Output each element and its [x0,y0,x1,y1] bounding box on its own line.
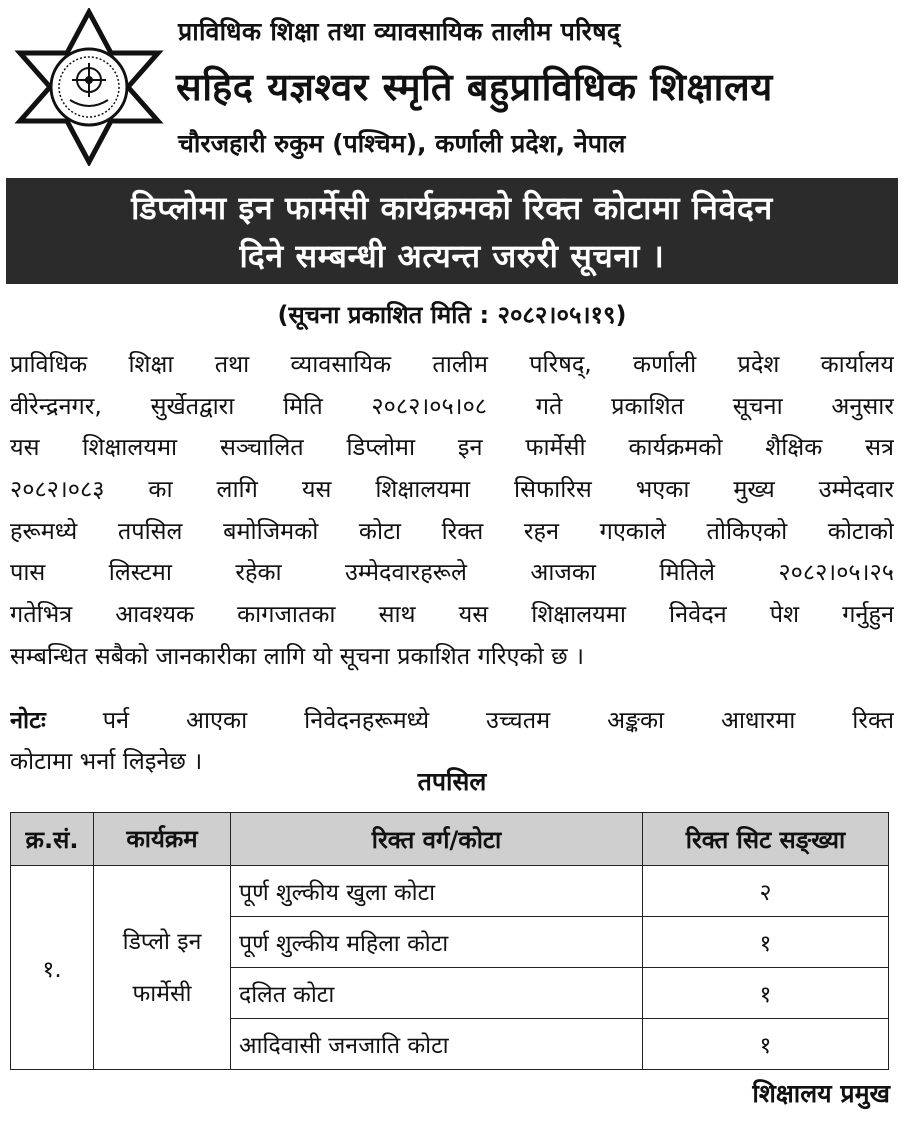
table-header-row [11,813,889,866]
institution-address: चौरजहारी रुकुम (पश्चिम), कर्णाली प्रदेश, नेपाल [178,129,626,158]
header-category: रिक्त वर्ग/कोटा [231,813,643,866]
body-line: यस शिक्षालयमा सञ्चालित डिप्लोमा इन फार्मेसी कार्यक्रमको शैक्षिक सत्र [10,433,894,462]
notice-title-line-2: दिने सम्बन्धी अत्यन्त जरुरी सूचना । [239,237,665,275]
notice-body [10,344,894,678]
college-emblem-star-icon [10,8,168,166]
vacant-quota-table [10,812,889,1070]
note-text-2: कोटामा भर्ना लिइनेछ । [10,747,203,775]
program-cell [94,866,231,1070]
category-cell: दलित कोटा [231,968,643,1019]
notice-title-banner [6,178,898,284]
seats-cell: २ [643,866,889,917]
body-line: पास लिस्टमा रहेका उम्मेदवारहरूले आजका मितिले २०८२।०५।२५ [10,558,894,587]
note-line-1 [10,700,894,741]
body-line: २०८२।०८३ का लागि यस शिक्षालयमा सिफारिस भएका मुख्य उम्मेदवार [10,475,894,504]
institution-name: सहिद यज्ञश्वर स्मृति बहुप्राविधिक शिक्षालय [176,65,773,109]
council-name: प्राविधिक शिक्षा तथा व्यावसायिक तालीम परिषद् [178,17,621,46]
category-cell: पूर्ण शुल्कीय खुला कोटा [231,866,643,917]
program-line-2: फार्मेसी [132,980,192,1007]
body-line: सम्बन्धित सबैको जानकारीका लागि यो सूचना प्रकाशित गरिएको छ । [10,641,584,670]
header-serial: क्र.सं. [11,813,94,866]
body-line: प्राविधिक शिक्षा तथा व्यावसायिक तालीम परिषद्, कर्णाली प्रदेश कार्यालय [10,350,894,378]
body-line: वीरेन्द्रनगर, सुर्खेतद्वारा मिति २०८२।०५।०८ गते प्रकाशित सूचना अनुसार [10,391,894,420]
seats-cell: १ [643,968,889,1019]
notice-title-line-1: डिप्लोमा इन फार्मेसी कार्यक्रमको रिक्त कोटामा निवेदन [131,189,773,227]
seats-cell: १ [643,917,889,968]
table-title: तपसिल [417,767,487,796]
header-seats: रिक्त सिट सङ्ख्या [643,813,889,866]
body-line: गतेभित्र आवश्यक कागजातका साथ यस शिक्षालयमा निवेदन पेश गर्नुहुन [10,600,894,629]
letterhead [0,0,904,176]
serial-cell: १. [11,866,94,1070]
note-label: नोटः [10,706,46,734]
body-line: हरूमध्ये तपसिल बमोजिमको कोटा रिक्त रहन गएकाले तोकिएको कोटाको [10,516,894,545]
program-line-1: डिप्लो इन [122,928,202,955]
table-row [11,866,889,917]
seats-cell: १ [643,1019,889,1070]
category-cell: आदिवासी जनजाति कोटा [231,1019,643,1070]
category-cell: पूर्ण शुल्कीय महिला कोटा [231,917,643,968]
publication-date: (सूचना प्रकाशित मिति : २०८२।०५।१९) [277,301,627,329]
header-program: कार्यक्रम [94,813,231,866]
signatory-title: शिक्षालय प्रमुख [752,1079,890,1108]
note-text-1: पर्न आएका निवेदनहरूमध्ये उच्चतम अङ्कका आधारमा रिक्त [102,706,894,734]
